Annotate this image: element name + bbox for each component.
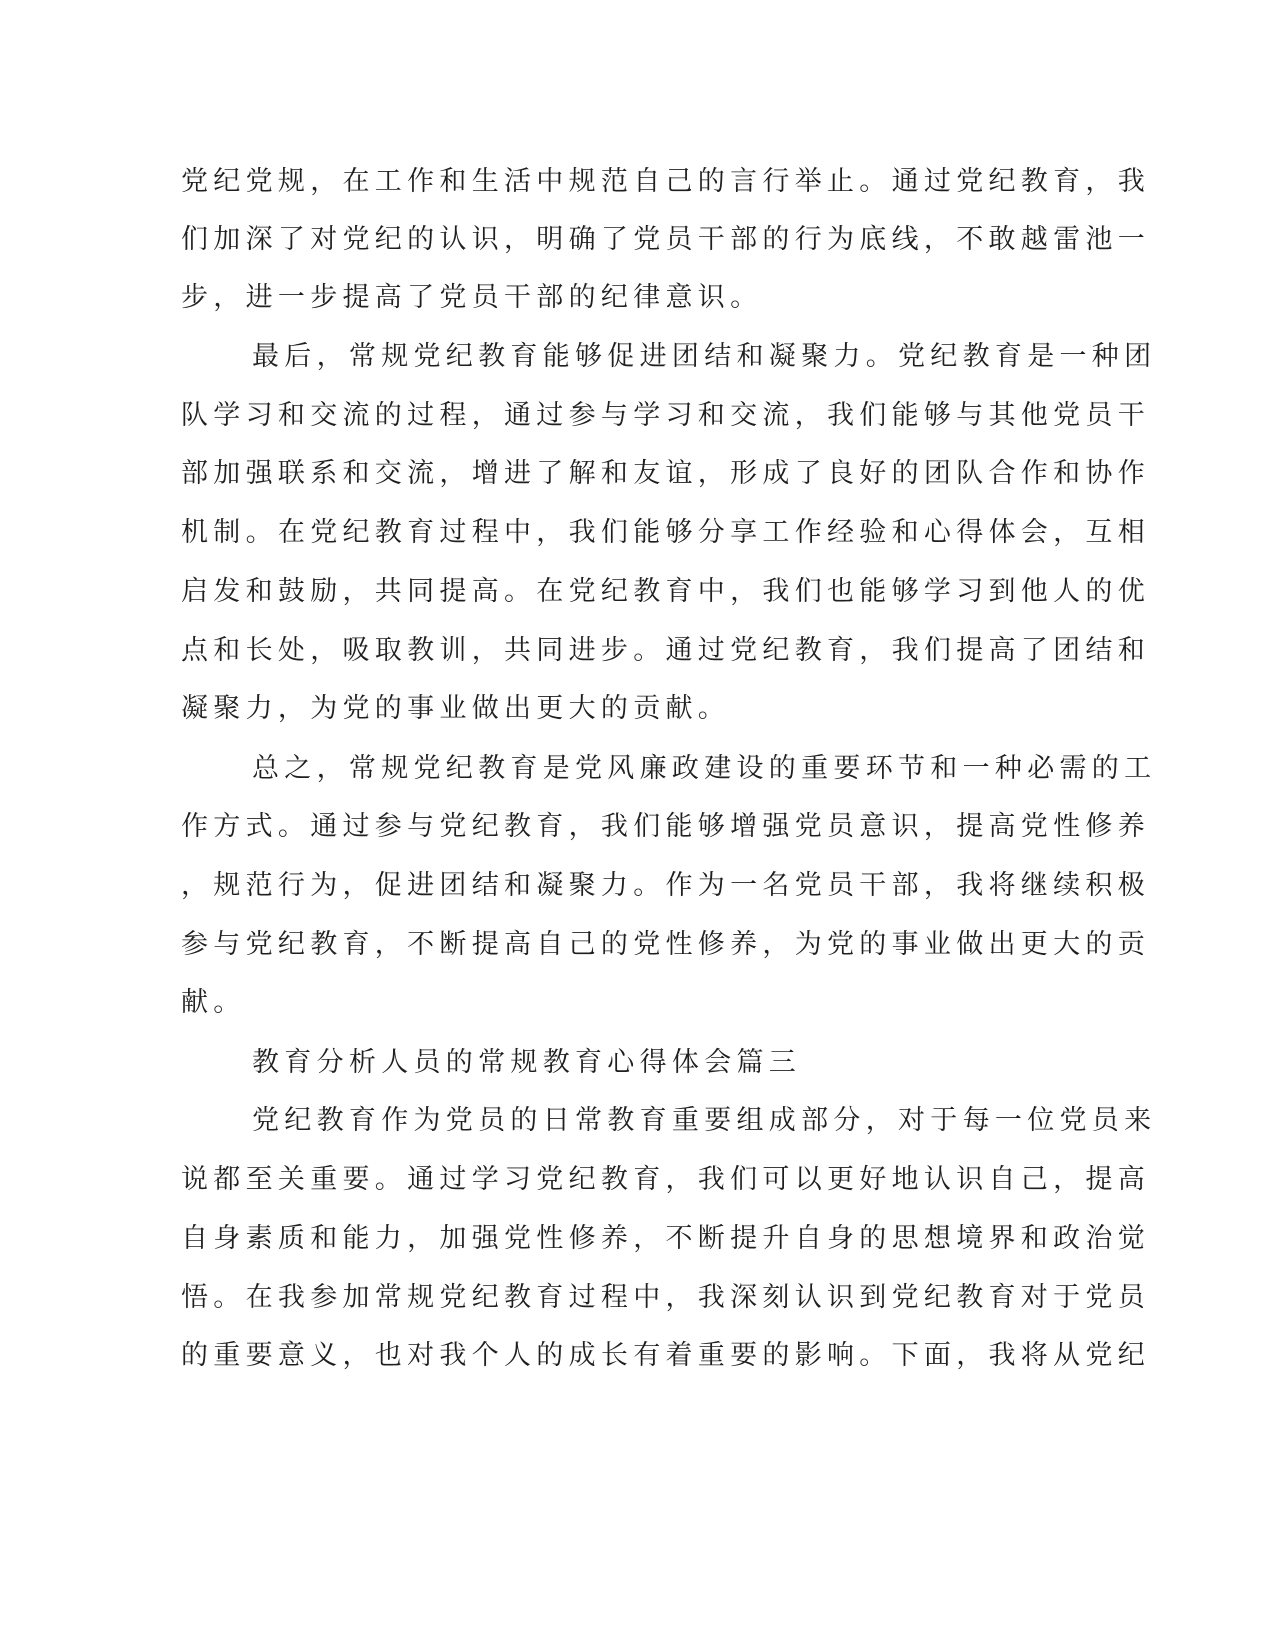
- text-line: 作方式。通过参与党纪教育，我们能够增强党员意识，提高党性修养: [181, 811, 1150, 842]
- paragraph-first-line: 总之，常规党纪教育是党风廉政建设的重要环节和一种必需的工: [252, 753, 1157, 784]
- text-line: 启发和鼓励，共同提高。在党纪教育中，我们也能够学习到他人的优: [181, 576, 1150, 607]
- text-line: 的重要意义，也对我个人的成长有着重要的影响。下面，我将从党纪: [181, 1340, 1150, 1371]
- paragraph-first-line: 最后，常规党纪教育能够促进团结和凝聚力。党纪教育是一种团: [252, 341, 1157, 372]
- text-line: 悟。在我参加常规党纪教育过程中，我深刻认识到党纪教育对于党员: [181, 1282, 1150, 1313]
- text-line: 自身素质和能力，加强党性修养，不断提升自身的思想境界和政治觉: [181, 1223, 1150, 1254]
- text-line: 点和长处，吸取教训，共同进步。通过党纪教育，我们提高了团结和: [181, 635, 1150, 666]
- text-line: 们加深了对党纪的认识，明确了党员干部的行为底线，不敢越雷池一: [181, 224, 1150, 255]
- paragraph-first-line: 党纪教育作为党员的日常教育重要组成部分，对于每一位党员来: [252, 1105, 1157, 1136]
- text-line: 献。: [181, 987, 246, 1018]
- text-line: 党纪党规，在工作和生活中规范自己的言行举止。通过党纪教育，我: [181, 166, 1150, 197]
- text-line: 步，进一步提高了党员干部的纪律意识。: [181, 282, 763, 313]
- text-line: 凝聚力，为党的事业做出更大的贡献。: [181, 693, 731, 724]
- text-line: ，规范行为，促进团结和凝聚力。作为一名党员干部，我将继续积极: [181, 870, 1150, 901]
- text-line: 队学习和交流的过程，通过参与学习和交流，我们能够与其他党员干: [181, 400, 1150, 431]
- section-heading: 教育分析人员的常规教育心得体会篇三: [252, 1047, 802, 1078]
- text-line: 参与党纪教育，不断提高自己的党性修养，为党的事业做出更大的贡: [181, 929, 1150, 960]
- text-line: 说都至关重要。通过学习党纪教育，我们可以更好地认识自己，提高: [181, 1164, 1150, 1195]
- text-line: 机制。在党纪教育过程中，我们能够分享工作经验和心得体会，互相: [181, 517, 1150, 548]
- text-line: 部加强联系和交流，增进了解和友谊，形成了良好的团队合作和协作: [181, 458, 1150, 489]
